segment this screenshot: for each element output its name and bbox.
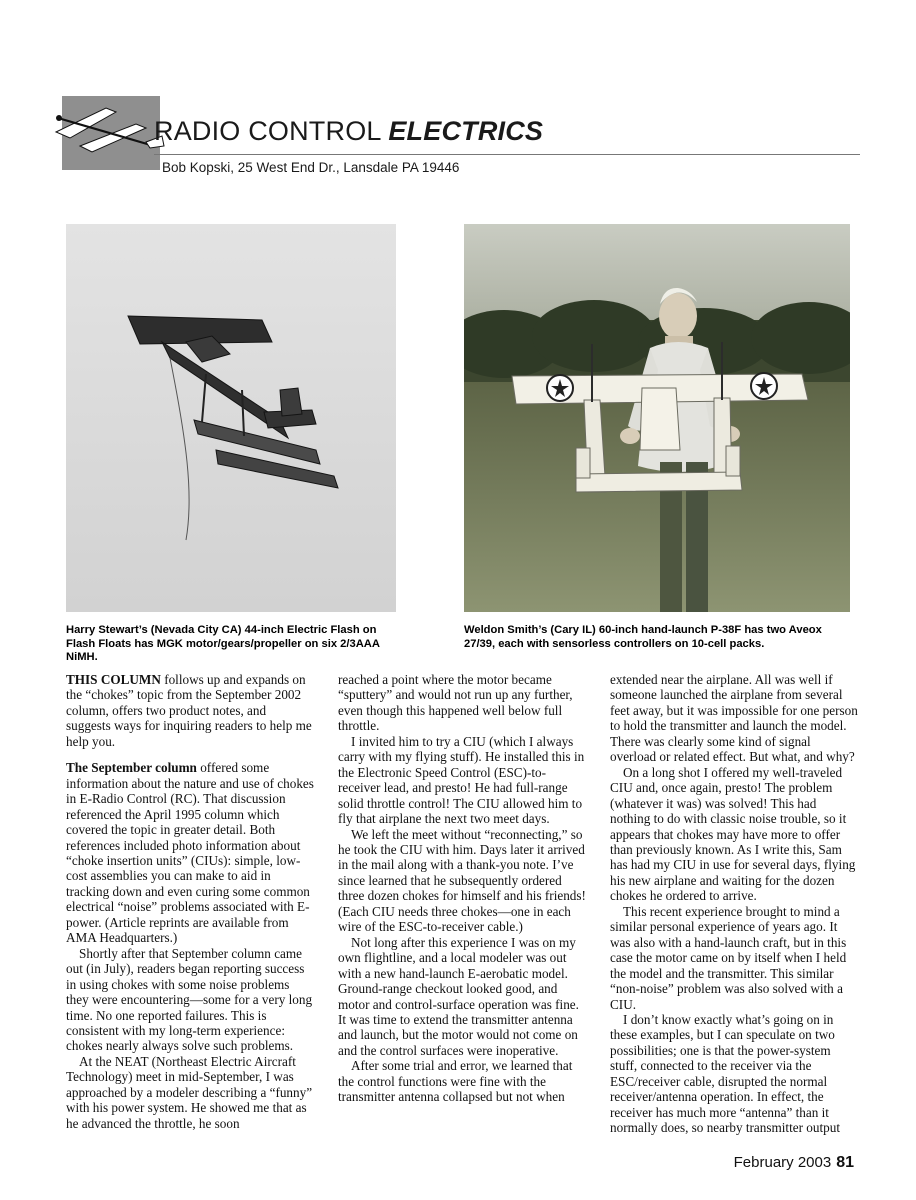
paragraph: Not long after this experience I was on my own flightline, and a local modeler was out with a new hand-launch E-aerobatic model. Ground-range checkout looked good, and motor and control-surface operation was fine. It was time to extend the transmitter antenna and launch, but the motor would not come on and the control surfaces were inoperative. xyxy=(338,934,579,1058)
paragraph: Shortly after that September column came out (in July), readers began reporting success in using chokes with some noise problems they were encountering—some for a very long time. No one reported failures. This is consistent with my long-term experience: chokes nearly always solve such problems. xyxy=(66,945,313,1054)
masthead-title xyxy=(154,116,543,147)
paragraph: I don’t know exactly what’s going on in these examples, but I can speculate on two possibilities; one is that the power-system stuff, connected to the receiver via the ESC/receiver cable, disrupted the normal receiver/antenna operation. In effect, the receiver has much more “antenna” than it normally does, so nearby transmitter output xyxy=(610,1011,841,1136)
masthead xyxy=(62,96,862,186)
photo-right-content xyxy=(464,224,850,612)
masthead-byline: Bob Kopski, 25 West End Dr., Lansdale PA 19446 xyxy=(162,160,460,175)
paragraph: THIS COLUMN follows up and expands on the “chokes” topic from the September 2002 column, offers two product notes, and suggests ways for inquiring readers to help me help you. xyxy=(66,672,312,749)
paragraph: We left the meet without “reconnecting,” so he took the CIU with him. Days later it arrived in the mail along with a thank-you note. I’ve since learned that he subsequently ordered three dozen chokes for himself and his friends! (Each CIU needs three chokes—one in each wire of the ESC-to-receiver cable.) xyxy=(338,826,586,935)
masthead-divider xyxy=(154,154,860,155)
paragraph: This recent experience brought to mind a similar personal experience of years ago. It was also with a hand-launch craft, but in this case the motor came on by itself when I held the model and the transmitter. This similar “non-noise” problem was also solved with a CIU. xyxy=(610,903,847,1012)
article-column-3 xyxy=(610,672,858,1136)
paragraph: On a long shot I offered my well-traveled CIU and, once again, presto! The problem (whatever it was) was solved! This had nothing to do with classic noise trouble, so it appears that chokes may have more to offer than previously known. As I write this, Sam has had my CIU in use for several days, flying his new airplane and waiting for the dozen chokes he ordered to arrive. xyxy=(610,764,856,904)
paragraph: At the NEAT (Northeast Electric Aircraft Technology) meet in mid-September, I was approached by a modeler describing a “funny” with his power system. He showed me that as he advanced the throttle, he soon xyxy=(66,1053,313,1131)
photo-left-caption: Harry Stewart’s (Nevada City CA) 44-inch Electric Flash on Flash Floats has MGK motor/gears/propeller on six 2/3AAA NiMH. xyxy=(66,624,380,663)
article-body xyxy=(66,672,858,1142)
paragraph: reached a point where the motor became “sputtery” and would not run up any further, even though this happened well below full throttle. xyxy=(338,672,573,734)
page-number: 81 xyxy=(836,1154,854,1171)
masthead-title-plain: RADIO CONTROL xyxy=(154,116,389,146)
photo-electric-flash-on-floats xyxy=(66,224,396,612)
photo-modeler-with-p38f xyxy=(464,224,850,612)
paragraph: The September column offered some information about the nature and use of chokes in E-Radio Control (RC). That discussion referenced the April 1995 column which covered the topic in greater detail. Both references included photo information about “choke insertion units” (CIUs): simple, low-cost assemblies you can make to aid in tracking down and even curing some common electrical “noise” problems associated with E-power. (Article reprints are available from AMA Headquarters.) xyxy=(66,760,314,946)
glider-plane-icon xyxy=(50,102,170,166)
paragraph: extended near the airplane. All was well if someone launched the airplane from several feet away, but it was impossible for one person to hold the transmitter and launch the model. There was clearly some kind of signal overload or related effect. But what, and why? xyxy=(610,672,858,765)
issue-date: February 2003 xyxy=(733,1154,832,1171)
paragraph: I invited him to try a CIU (which I always carry with my flying stuff). He installed this in the Electronic Speed Control (ESC)-to-receiver lead, and presto! He had full-range solid throttle control! The CIU allowed him to fly that airplane the next two meet days. xyxy=(338,733,585,827)
page-footer xyxy=(734,1154,854,1172)
paragraph: After some trial and error, we learned that the control functions were fine with the transmitter antenna collapsed but not when xyxy=(338,1058,573,1105)
article-column-1 xyxy=(66,672,314,1131)
article-column-2 xyxy=(338,672,586,1105)
photo-left-content xyxy=(66,224,396,612)
masthead-title-emphasis: ELECTRICS xyxy=(388,116,544,146)
photo-right-caption: Weldon Smith’s (Cary IL) 60-inch hand-launch P-38F has two Aveox 27/39, each with sensorless controllers on 10-cell packs. xyxy=(464,624,822,650)
